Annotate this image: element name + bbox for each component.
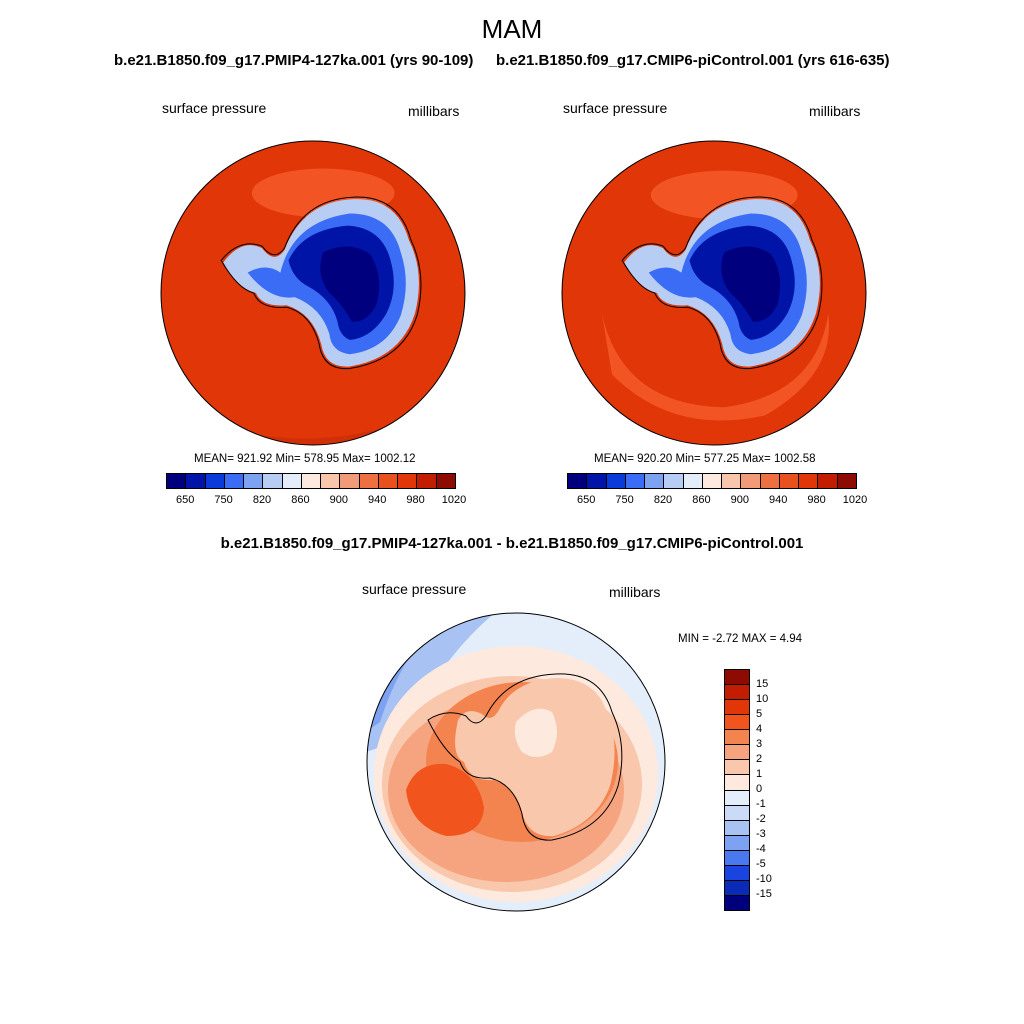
colorbar-swatch: [725, 866, 749, 881]
right-stats: MEAN= 920.20 Min= 577.25 Max= 1002.58: [594, 453, 816, 465]
left-map: [160, 140, 466, 446]
colorbar-tick-label: 0: [756, 783, 763, 795]
colorbar-tick-label: -10: [756, 873, 772, 885]
colorbar-tick-label: 750: [615, 494, 634, 506]
colorbar-swatch: [741, 474, 760, 488]
colorbar-tick-label: 750: [214, 494, 233, 506]
colorbar-swatch: [379, 474, 398, 488]
diff-units-label: millibars: [609, 584, 661, 600]
colorbar-tick-label: 1020: [441, 494, 467, 506]
colorbar-tick-label: 10: [756, 693, 769, 705]
colorbar-tick-label: 980: [406, 494, 425, 506]
colorbar-swatch: [302, 474, 321, 488]
right-variable-label: surface pressure: [563, 100, 668, 116]
colorbar-tick-label: 820: [653, 494, 673, 506]
colorbar-tick-label: 4: [756, 723, 763, 735]
colorbar-tick-label: 820: [252, 494, 272, 506]
right-panel-title: b.e21.B1850.f09_g17.CMIP6-piControl.001 (yrs 616-635): [496, 52, 890, 69]
colorbar-tick-label: -2: [756, 813, 766, 825]
colorbar-tick-label: -1: [756, 798, 766, 810]
colorbar-tick-label: 3: [756, 738, 763, 750]
colorbar-tick-label: 2: [756, 753, 763, 765]
colorbar-swatch: [725, 760, 749, 775]
colorbar-swatch: [725, 881, 749, 896]
right-units-label: millibars: [809, 103, 861, 119]
colorbar-swatch: [725, 700, 749, 715]
colorbar-tick-label: 860: [692, 494, 711, 506]
colorbar-swatch: [761, 474, 780, 488]
colorbar-tick-label: 900: [730, 494, 749, 506]
colorbar-tick-label: -4: [756, 843, 766, 855]
colorbar-swatch: [206, 474, 225, 488]
colorbar-swatch: [725, 836, 749, 851]
colorbar-swatch: [725, 670, 749, 685]
colorbar-swatch: [725, 775, 749, 790]
colorbar-swatch: [780, 474, 799, 488]
colorbar-tick-label: 5: [756, 708, 763, 720]
colorbar-swatch: [360, 474, 379, 488]
colorbar-tick-label: -5: [756, 858, 766, 870]
colorbar-tick-label: -15: [756, 888, 772, 900]
colorbar-swatch: [587, 474, 606, 488]
colorbar-swatch: [725, 715, 749, 730]
colorbar-tick-label: 940: [769, 494, 788, 506]
colorbar-swatch: [725, 685, 749, 700]
colorbar-swatch: [186, 474, 205, 488]
colorbar-tick-label: 650: [577, 494, 596, 506]
colorbar-swatch: [167, 474, 186, 488]
colorbar-swatch: [703, 474, 722, 488]
colorbar-tick-label: 15: [756, 678, 769, 690]
left-colorbar: [166, 473, 456, 489]
figure-title: MAM: [481, 14, 543, 44]
colorbar-swatch: [725, 806, 749, 821]
right-colorbar: [567, 473, 857, 489]
colorbar-swatch: [568, 474, 587, 488]
colorbar-swatch: [725, 821, 749, 836]
colorbar-tick-label: 940: [368, 494, 387, 506]
colorbar-swatch: [722, 474, 741, 488]
colorbar-tick-label: 900: [329, 494, 348, 506]
colorbar-swatch: [607, 474, 626, 488]
left-panel-title: b.e21.B1850.f09_g17.PMIP4-127ka.001 (yrs 90-109): [114, 52, 474, 69]
colorbar-swatch: [321, 474, 340, 488]
colorbar-swatch: [725, 896, 749, 910]
diff-panel-title: b.e21.B1850.f09_g17.PMIP4-127ka.001 - b.e21.B1850.f09_g17.CMIP6-piControl.001: [220, 535, 804, 552]
colorbar-swatch: [725, 791, 749, 806]
diff-map: [366, 612, 666, 912]
colorbar-swatch: [437, 474, 455, 488]
colorbar-swatch: [626, 474, 645, 488]
colorbar-tick-label: 1020: [842, 494, 868, 506]
left-stats: MEAN= 921.92 Min= 578.95 Max= 1002.12: [194, 453, 416, 465]
left-units-label: millibars: [408, 103, 460, 119]
colorbar-tick-label: 860: [291, 494, 310, 506]
colorbar-swatch: [725, 730, 749, 745]
colorbar-swatch: [340, 474, 359, 488]
colorbar-swatch: [799, 474, 818, 488]
colorbar-swatch: [263, 474, 282, 488]
right-map: [561, 140, 867, 446]
left-variable-label: surface pressure: [162, 100, 267, 116]
colorbar-swatch: [398, 474, 417, 488]
colorbar-swatch: [725, 745, 749, 760]
colorbar-tick-label: -3: [756, 828, 766, 840]
colorbar-swatch: [725, 851, 749, 866]
colorbar-swatch: [283, 474, 302, 488]
colorbar-swatch: [684, 474, 703, 488]
colorbar-swatch: [417, 474, 436, 488]
colorbar-swatch: [664, 474, 683, 488]
colorbar-tick-label: 980: [807, 494, 826, 506]
diff-stats: MIN = -2.72 MAX = 4.94: [678, 633, 803, 645]
colorbar-swatch: [838, 474, 856, 488]
diff-colorbar: [724, 669, 750, 911]
colorbar-swatch: [645, 474, 664, 488]
colorbar-swatch: [818, 474, 837, 488]
colorbar-swatch: [244, 474, 263, 488]
colorbar-tick-label: 650: [176, 494, 195, 506]
colorbar-tick-label: 1: [756, 768, 763, 780]
colorbar-swatch: [225, 474, 244, 488]
diff-variable-label: surface pressure: [362, 581, 467, 597]
